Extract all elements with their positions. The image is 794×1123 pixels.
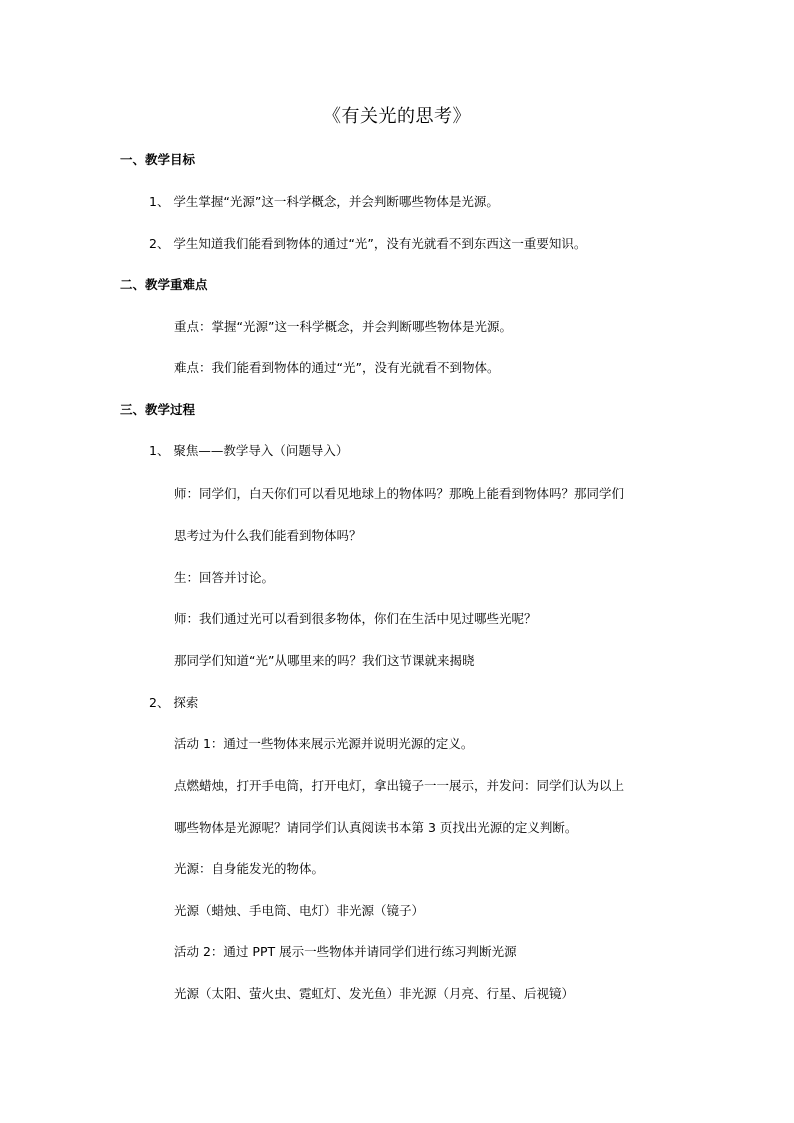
step-1-line: 思考过为什么我们能看到物体吗？ bbox=[174, 528, 362, 543]
step-1-line: 师：同学们，白天你们可以看见地球上的物体吗？那晚上能看到物体吗？那同学们 bbox=[174, 486, 625, 501]
section-heading-process: 三、教学过程 bbox=[120, 402, 196, 417]
document-title: 《有关光的思考》 bbox=[323, 106, 471, 127]
step-2-title: 2、 探索 bbox=[149, 695, 199, 710]
step-2-line: 光源（太阳、萤火虫、霓虹灯、发光鱼）非光源（月亮、行星、后视镜） bbox=[174, 986, 575, 1001]
section-heading-objectives: 一、教学目标 bbox=[120, 152, 196, 167]
step-2-line: 光源：自身能发光的物体。 bbox=[174, 861, 325, 876]
step-2-line: 光源（蜡烛、手电筒、电灯）非光源（镜子） bbox=[174, 903, 425, 918]
step-2-line: 哪些物体是光源呢？请同学们认真阅读书本第 3 页找出光源的定义判断。 bbox=[174, 820, 578, 835]
step-1-line: 那同学们知道“光”从哪里来的吗？我们这节课就来揭晓 bbox=[174, 653, 475, 668]
difficult-point: 难点：我们能看到物体的通过“光”，没有光就看不到物体。 bbox=[174, 360, 500, 375]
step-2-line: 活动 2：通过 PPT 展示一些物体并请同学们进行练习判断光源 bbox=[174, 944, 517, 959]
step-1-line: 生：回答并讨论。 bbox=[174, 570, 275, 585]
step-1-line: 师：我们通过光可以看到很多物体，你们在生活中见过哪些光呢？ bbox=[174, 611, 537, 626]
objective-item-1: 1、 学生掌握“光源”这一科学概念，并会判断哪些物体是光源。 bbox=[149, 194, 499, 209]
key-point: 重点：掌握“光源”这一科学概念，并会判断哪些物体是光源。 bbox=[174, 319, 512, 334]
step-2-line: 点燃蜡烛，打开手电筒，打开电灯，拿出镜子一一展示，并发问：同学们认为以上 bbox=[174, 778, 625, 793]
step-2-line: 活动 1：通过一些物体来展示光源并说明光源的定义。 bbox=[174, 736, 474, 751]
step-1-title: 1、 聚焦——教学导入（问题导入） bbox=[149, 443, 349, 458]
section-heading-key-points: 二、教学重难点 bbox=[120, 277, 208, 292]
objective-item-2: 2、 学生知道我们能看到物体的通过“光”，没有光就看不到东西这一重要知识。 bbox=[149, 236, 587, 251]
